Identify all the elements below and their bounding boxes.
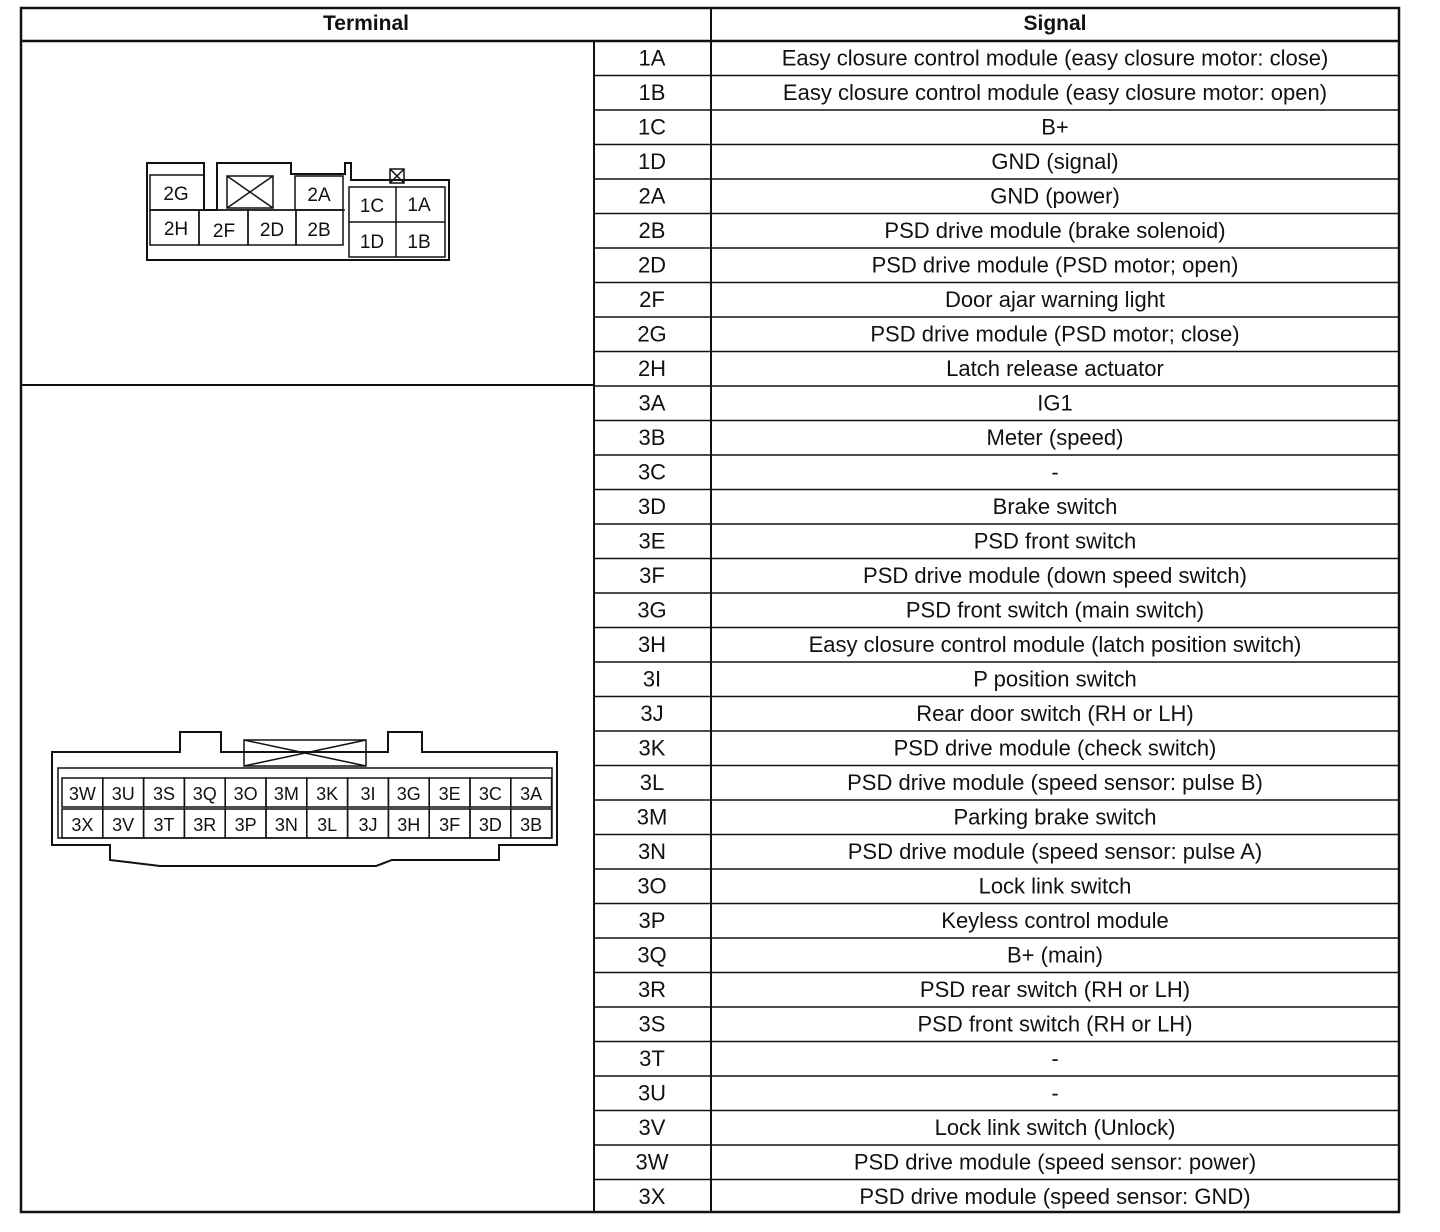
- pin-3V: 3V: [112, 815, 135, 835]
- pin-3D: 3D: [478, 815, 502, 835]
- signal-cell: Rear door switch (RH or LH): [916, 700, 1194, 726]
- pin-3Q: 3Q: [192, 784, 217, 804]
- signal-cell: PSD drive module (down speed switch): [863, 562, 1247, 588]
- terminal-cell: 3P: [638, 907, 666, 933]
- pin-3B: 3B: [520, 815, 543, 835]
- table-row: [637, 321, 1239, 346]
- signal-cell: GND (signal): [991, 148, 1119, 174]
- pin-3O: 3O: [233, 784, 258, 804]
- terminal-cell: 3S: [638, 1011, 666, 1037]
- signal-cell: PSD drive module (PSD motor; close): [870, 321, 1240, 347]
- pin-2G: 2G: [163, 184, 189, 205]
- terminal-cell: 3W: [635, 1149, 669, 1175]
- signal-cell: Parking brake switch: [953, 804, 1157, 830]
- terminal-cell: 3F: [639, 562, 665, 588]
- signal-cell: P position switch: [973, 666, 1137, 692]
- signal-cell: B+: [1041, 114, 1069, 140]
- signal-cell: Lock link switch (Unlock): [934, 1114, 1176, 1140]
- pin-3H: 3H: [397, 815, 421, 835]
- signal-cell: PSD drive module (speed sensor: GND): [859, 1183, 1251, 1209]
- terminal-cell: 1C: [637, 114, 667, 140]
- terminal-cell: 2A: [638, 183, 666, 209]
- signal-cell: PSD front switch (RH or LH): [917, 1011, 1193, 1037]
- terminal-cell: 1B: [638, 79, 666, 105]
- signal-cell: PSD drive module (PSD motor; open): [871, 252, 1239, 278]
- pin-3E: 3E: [438, 784, 461, 804]
- pin-2D: 2D: [259, 220, 285, 241]
- table-row: [636, 1149, 1257, 1174]
- signal-cell: Brake switch: [992, 493, 1118, 519]
- signal-cell: -: [1051, 1045, 1059, 1071]
- terminal-cell: 2D: [637, 252, 667, 278]
- pin-3X: 3X: [71, 815, 94, 835]
- table-row: [639, 80, 1328, 105]
- pin-3N: 3N: [274, 815, 298, 835]
- terminal-cell: 3K: [638, 735, 666, 761]
- terminal-cell: 3L: [639, 769, 665, 795]
- table-row: [638, 252, 1238, 277]
- terminal-cell: 3C: [637, 459, 667, 485]
- table-row: [640, 770, 1263, 795]
- signal-cell: Meter (speed): [986, 424, 1124, 450]
- table-row: [637, 804, 1157, 829]
- signal-cell: IG1: [1037, 390, 1073, 416]
- terminal-cell: 3V: [638, 1114, 666, 1140]
- connector-1-2-diagram: [147, 163, 449, 260]
- signal-cell: PSD front switch (main switch): [905, 597, 1205, 623]
- table-row: [638, 632, 1301, 657]
- pin-3J: 3J: [358, 815, 378, 835]
- table-row: [638, 839, 1262, 864]
- table-row: [639, 528, 1137, 553]
- signal-cell: Latch release actuator: [946, 355, 1164, 381]
- header-signal: Signal: [1023, 12, 1087, 35]
- signal-cell: Door ajar warning light: [944, 286, 1166, 312]
- pin-2H: 2H: [163, 219, 189, 240]
- signal-cell: Easy closure control module (easy closure motor: open): [782, 79, 1328, 105]
- terminal-cell: 3E: [638, 528, 666, 554]
- table-row: [639, 563, 1247, 588]
- pin-2A: 2A: [307, 185, 331, 206]
- signal-cell: PSD front switch: [973, 528, 1137, 554]
- pin-3L: 3L: [317, 815, 338, 835]
- signal-cell: B+ (main): [1007, 942, 1103, 968]
- pin-3G: 3G: [396, 784, 421, 804]
- table-row: [638, 494, 1117, 519]
- pin-3A: 3A: [520, 784, 543, 804]
- pin-1D: 1D: [359, 232, 385, 253]
- connector-3-diagram: [52, 732, 557, 866]
- table-row: [639, 287, 1165, 312]
- terminal-cell: 3B: [638, 424, 666, 450]
- pin-1A: 1A: [407, 195, 431, 216]
- pin-1B: 1B: [407, 232, 431, 253]
- table-row: [638, 977, 1190, 1002]
- terminal-cell: 2F: [639, 286, 665, 312]
- terminal-cell: 3X: [638, 1183, 666, 1209]
- pin-3S: 3S: [152, 784, 176, 804]
- terminal-cell: 3G: [637, 597, 667, 623]
- pin-2F: 2F: [212, 221, 236, 242]
- signal-cell: PSD drive module (speed sensor: pulse B): [847, 769, 1263, 795]
- terminal-cell: 2B: [638, 217, 666, 243]
- signal-cell: Lock link switch: [978, 873, 1132, 899]
- terminal-cell: 3N: [637, 838, 667, 864]
- signal-cell: PSD drive module (speed sensor: power): [853, 1149, 1257, 1175]
- pin-3P: 3P: [234, 815, 257, 835]
- pin-3F: 3F: [439, 815, 461, 835]
- pin-3M: 3M: [273, 784, 299, 804]
- terminal-cell: 3O: [637, 873, 667, 899]
- header-terminal: Terminal: [323, 12, 409, 35]
- signal-cell: PSD drive module (brake solenoid): [884, 217, 1226, 243]
- table-row: [639, 390, 1073, 415]
- table-row: [639, 1115, 1176, 1140]
- table-row: [639, 218, 1226, 243]
- terminal-cell: 3D: [637, 493, 667, 519]
- terminal-cell: 3I: [642, 666, 662, 692]
- terminal-cell: 3M: [636, 804, 668, 830]
- table-row: [639, 735, 1217, 760]
- terminal-cell: 3Q: [637, 942, 667, 968]
- signal-cell: -: [1051, 459, 1059, 485]
- terminal-cell: 1D: [637, 148, 667, 174]
- table-row: [639, 1184, 1251, 1209]
- pin-3W: 3W: [68, 784, 96, 804]
- pin-3C: 3C: [478, 784, 502, 804]
- table-row: [638, 356, 1164, 381]
- terminal-cell: 3R: [637, 976, 667, 1002]
- table-row: [639, 1011, 1193, 1036]
- signal-cell: PSD drive module (check switch): [893, 735, 1217, 761]
- table-row: [639, 45, 1329, 70]
- terminal-cell: 3T: [639, 1045, 665, 1071]
- table-row: [638, 1080, 1059, 1105]
- pin-3R: 3R: [193, 815, 217, 835]
- table-row: [637, 597, 1204, 622]
- terminal-cell: 3A: [638, 390, 666, 416]
- terminal-cell: 2H: [637, 355, 667, 381]
- terminal-cell: 2G: [637, 321, 667, 347]
- terminal-cell: 3U: [637, 1080, 667, 1106]
- pin-2B: 2B: [307, 220, 331, 241]
- table-row: [638, 459, 1059, 484]
- pin-3K: 3K: [316, 784, 339, 804]
- terminal-cell: 1A: [638, 45, 666, 71]
- signal-cell: Easy closure control module (easy closure motor: close): [781, 45, 1329, 71]
- signal-cell: Easy closure control module (latch position switch): [808, 631, 1302, 657]
- signal-cell: PSD drive module (speed sensor: pulse A): [847, 838, 1263, 864]
- signal-cell: GND (power): [990, 183, 1120, 209]
- table-row: [640, 701, 1193, 726]
- table-row: [639, 1046, 1059, 1071]
- pin-3T: 3T: [153, 815, 175, 835]
- terminal-cell: 3H: [637, 631, 667, 657]
- table-row: [639, 908, 1169, 933]
- terminal-cell: 3J: [640, 700, 664, 726]
- pin-1C: 1C: [359, 196, 385, 217]
- signal-cell: PSD rear switch (RH or LH): [919, 976, 1191, 1002]
- pin-3I: 3I: [360, 784, 376, 804]
- table-row: [643, 666, 1137, 691]
- pin-3U: 3U: [111, 784, 135, 804]
- signal-cell: -: [1051, 1080, 1059, 1106]
- signal-cell: Keyless control module: [941, 907, 1169, 933]
- table-row: [638, 114, 1069, 139]
- table-row: [637, 942, 1103, 967]
- connector-3-pins: [62, 778, 552, 838]
